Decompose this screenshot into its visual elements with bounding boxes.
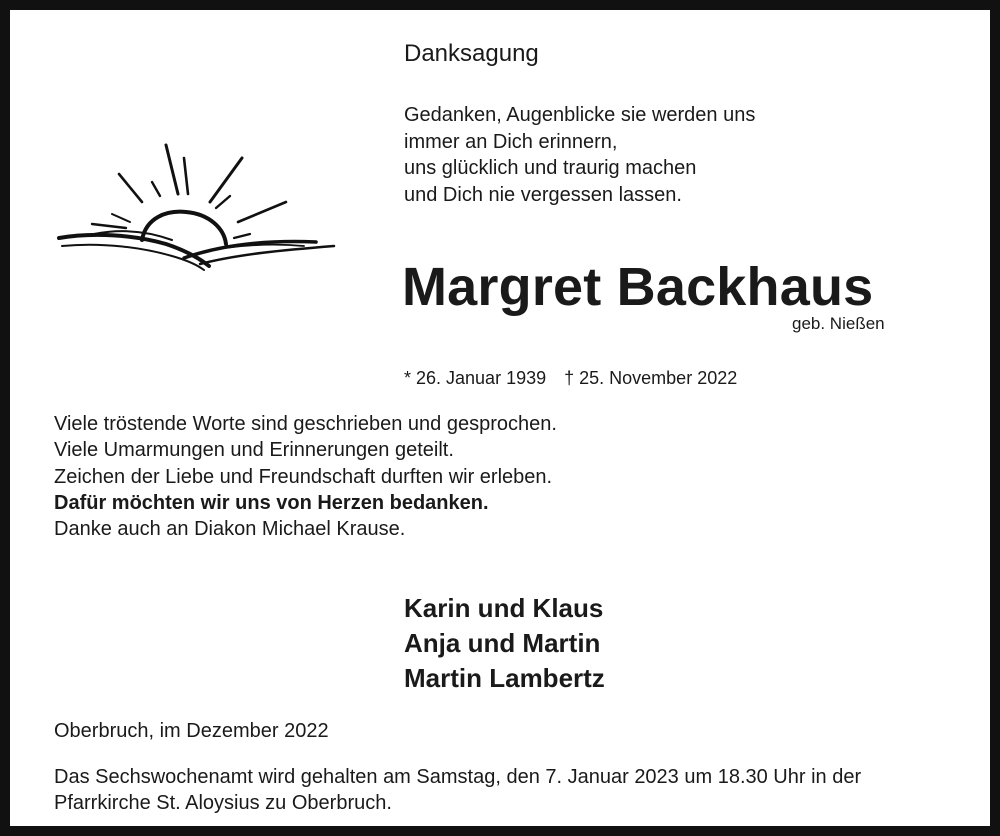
thanks-line: Danke auch an Diakon Michael Krause. <box>54 518 406 541</box>
signer: Karin und Klaus <box>404 593 604 623</box>
service-line: Das Sechswochenamt wird gehalten am Samstag, den 7. Januar 2023 um 18.30 Uhr in der <box>54 766 862 788</box>
service-info <box>54 764 861 816</box>
thanks-text <box>54 411 557 542</box>
notice-title: Danksagung <box>404 40 539 67</box>
service-line: Pfarrkirche St. Aloysius zu Oberbruch. <box>54 792 392 814</box>
sunset-icon <box>54 140 338 282</box>
place-date: Oberbruch, im Dezember 2022 <box>54 720 329 742</box>
birth-name: geb. Nießen <box>792 314 885 333</box>
deceased-name: Margret Backhaus <box>402 257 874 317</box>
verse-line: Gedanken, Augenblicke sie werden uns <box>404 104 756 126</box>
verse-line: uns glücklich und traurig machen <box>404 157 697 179</box>
signer: Anja und Martin <box>404 628 601 658</box>
memorial-verse <box>404 102 755 208</box>
signer: Martin Lambertz <box>404 663 605 693</box>
verse-line: immer an Dich erinnern, <box>404 130 618 153</box>
signers <box>404 591 605 696</box>
death-date: † 25. November 2022 <box>564 368 738 388</box>
thanks-line-emphasis: Dafür möchten wir uns von Herzen bedanken. <box>54 491 489 514</box>
thanks-line: Zeichen der Liebe und Freundschaft durften wir erleben. <box>54 465 553 488</box>
life-dates <box>404 367 737 389</box>
thanks-line: Viele Umarmungen und Erinnerungen geteilt. <box>54 439 454 462</box>
birth-date: * 26. Januar 1939 <box>404 368 547 388</box>
thanks-line: Viele tröstende Worte sind geschrieben und gesprochen. <box>54 413 557 435</box>
verse-line: und Dich nie vergessen lassen. <box>404 183 682 206</box>
